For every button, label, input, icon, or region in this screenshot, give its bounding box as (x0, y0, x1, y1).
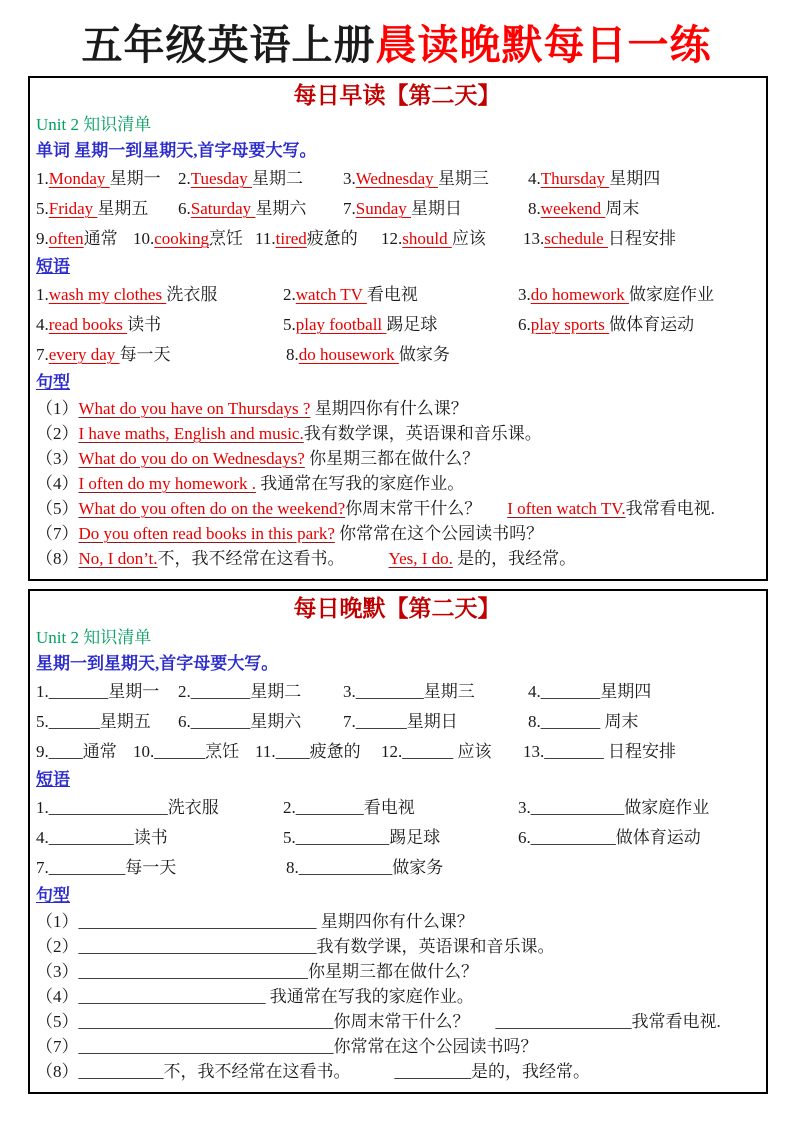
sentence-row (36, 496, 758, 521)
word-chinese: 星期一 (108, 682, 160, 701)
word-number: 8. (528, 712, 541, 731)
word-item (36, 164, 178, 194)
sentence-english: Do you often read books in this park? (78, 524, 335, 543)
sentence-blank: ____________________________ (78, 937, 317, 956)
sentence-english: I often do my homework . (78, 474, 257, 493)
word-item (133, 224, 255, 254)
word-chinese: 日程安排 (603, 742, 676, 761)
word-item (528, 164, 758, 194)
phrase-blank: ______________ (48, 798, 168, 817)
word-chinese: 应该 (453, 742, 492, 761)
sentence-number: （8） (36, 1062, 79, 1081)
sentence-number: （7） (36, 524, 79, 543)
phrase-english: every day (48, 345, 120, 364)
phrase-chinese: 洗衣服 (166, 285, 218, 304)
word-chinese: 星期三 (423, 682, 475, 701)
sentence-chinese: 你常常在这个公园读书吗？ (333, 1037, 538, 1056)
phrase-chinese: 每一天 (125, 858, 177, 877)
phrase-number: 8. (286, 345, 299, 364)
word-number: 12. (381, 742, 403, 761)
word-blank: ______ (48, 712, 100, 731)
word-number: 5. (36, 199, 49, 218)
word-row (36, 194, 758, 224)
word-blank-row (36, 677, 758, 707)
word-number: 3. (343, 682, 356, 701)
sentence-number: （5） (36, 1012, 79, 1031)
word-chinese: 星期五 (97, 199, 149, 218)
word-english: Tuesday (190, 169, 252, 188)
word-english: Wednesday (355, 169, 438, 188)
word-blank-item (36, 707, 178, 737)
phrase-number: 3. (518, 798, 531, 817)
word-blank: _______ (48, 682, 109, 701)
phrase-blank: ___________ (530, 798, 625, 817)
phrase-blank-row (36, 793, 758, 823)
sentence-chinese: 我常看电视. (631, 1012, 721, 1031)
word-chinese: 星期二 (252, 169, 303, 188)
phrase-row (36, 280, 758, 310)
word-blank: ______ (402, 742, 454, 761)
word-chinese: 通常 (83, 229, 118, 248)
phrase-item (518, 310, 758, 340)
word-blank: _______ (540, 712, 601, 731)
sentence-blank: ________________ (495, 1012, 632, 1031)
sentence-row (36, 546, 758, 571)
sentence-chinese: 你周末常干什么？ (345, 499, 482, 518)
sentence-chinese: 你星期三都在做什么？ (308, 962, 478, 981)
sentence-chinese: 你周末常干什么？ (333, 1012, 470, 1031)
word-english: often (48, 229, 84, 248)
word-blank-item (36, 737, 133, 767)
sentence-row (36, 521, 758, 546)
word-number: 8. (528, 199, 541, 218)
word-blank: _______ (190, 712, 251, 731)
phrase-number: 1. (36, 285, 49, 304)
word-chinese: 星期四 (600, 682, 652, 701)
sentence-english: What do you have on Thursdays ? (78, 399, 311, 418)
sentence-blank: _________ (394, 1062, 471, 1081)
sentence-number: （8） (36, 549, 79, 568)
word-chinese: 星期四 (609, 169, 661, 188)
sentence-english: What do you often do on the weekend? (78, 499, 346, 518)
sentence-chinese: 你星期三都在做什么？ (304, 449, 480, 468)
word-number: 12. (381, 229, 403, 248)
sentence-blank: ______________________ (78, 987, 266, 1006)
word-row (36, 164, 758, 194)
phrase-row (36, 310, 758, 340)
word-blank: _______ (540, 682, 601, 701)
word-chinese: 星期一 (109, 169, 161, 188)
sentence-number: （1） (36, 912, 79, 931)
sentence-chinese: 我常看电视. (625, 499, 715, 518)
phrase-blank-item (286, 853, 758, 883)
phrase-chinese: 读书 (133, 828, 168, 847)
morning-phrases-label: 短语 (36, 257, 70, 276)
sentence-english: I often watch TV. (507, 499, 626, 518)
page-title (0, 20, 793, 70)
word-item (343, 194, 528, 224)
phrase-number: 1. (36, 798, 49, 817)
word-chinese: 星期日 (406, 712, 458, 731)
word-english: schedule (544, 229, 608, 248)
phrase-blank: _________ (48, 858, 126, 877)
phrase-english: watch TV (295, 285, 367, 304)
sentence-chinese: 是的，我经常。 (471, 1062, 590, 1081)
word-chinese: 周末 (600, 712, 639, 731)
sentence-chinese: 我通常在写我的家庭作业。 (256, 474, 465, 493)
word-blank-item (255, 737, 381, 767)
word-number: 6. (178, 712, 191, 731)
phrase-blank: __________ (48, 828, 134, 847)
sentence-number: （4） (36, 474, 79, 493)
sentence-chinese: 你常常在这个公园读书吗？ (334, 524, 544, 543)
phrase-blank-item (518, 793, 758, 823)
phrase-blank-item (36, 793, 283, 823)
word-english: weekend (540, 199, 606, 218)
phrase-item (36, 340, 286, 370)
word-blank-row (36, 707, 758, 737)
word-number: 7. (343, 712, 356, 731)
sentence-blank-row (36, 909, 758, 934)
word-blank-item (528, 707, 758, 737)
word-blank-item (528, 677, 758, 707)
word-item (178, 164, 343, 194)
phrase-chinese: 做家务 (392, 858, 444, 877)
sentence-blank: ______________________________ (78, 1037, 334, 1056)
word-number: 2. (178, 682, 191, 701)
word-chinese: 疲惫的 (309, 742, 361, 761)
sentence-english: Yes, I do. (388, 549, 453, 568)
sentence-row (36, 396, 758, 421)
word-blank: ________ (355, 682, 424, 701)
word-number: 3. (343, 169, 356, 188)
phrase-item (286, 340, 758, 370)
word-blank: ______ (355, 712, 407, 731)
phrase-row (36, 340, 758, 370)
phrase-number: 6. (518, 828, 531, 847)
word-chinese: 星期二 (250, 682, 302, 701)
sentence-blank: ______________________________ (78, 1012, 334, 1031)
word-number: 4. (528, 682, 541, 701)
phrase-blank: ___________ (298, 858, 393, 877)
word-chinese: 烹饪 (205, 742, 240, 761)
phrase-number: 4. (36, 828, 49, 847)
word-chinese: 星期五 (99, 712, 151, 731)
sentence-row (36, 471, 758, 496)
word-chinese: 周末 (605, 199, 640, 218)
sentence-number: （3） (36, 449, 79, 468)
sentence-number: （2） (36, 937, 79, 956)
word-number: 13. (523, 742, 545, 761)
phrase-chinese: 做家庭作业 (624, 798, 710, 817)
phrase-english: do housework (298, 345, 399, 364)
phrase-chinese: 踢足球 (389, 828, 441, 847)
word-number: 5. (36, 712, 49, 731)
phrase-chinese: 做家务 (398, 345, 450, 364)
word-blank-item (178, 707, 343, 737)
phrase-english: read books (48, 315, 128, 334)
phrase-chinese: 做体育运动 (609, 315, 695, 334)
word-blank-item (381, 737, 523, 767)
word-item (178, 194, 343, 224)
phrase-number: 3. (518, 285, 531, 304)
phrase-number: 2. (283, 285, 296, 304)
word-blank: _______ (544, 742, 604, 761)
phrase-number: 6. (518, 315, 531, 334)
sentence-chinese: 星期四你有什么课？ (316, 912, 474, 931)
phrase-item (283, 280, 518, 310)
phrase-chinese: 踢足球 (386, 315, 438, 334)
morning-section-heading: 每日早读【第二天】 (293, 83, 501, 108)
word-blank-item (523, 737, 758, 767)
word-blank-item (343, 677, 528, 707)
word-chinese: 星期日 (411, 199, 462, 218)
sentence-chinese: 我有数学课，英语课和音乐课。 (303, 424, 542, 443)
word-blank: ____ (275, 742, 310, 761)
word-blank-item (133, 737, 255, 767)
word-number: 9. (36, 229, 49, 248)
page-title-red: 晨读晚默每日一练 (375, 22, 712, 68)
sentence-chinese: 星期四你有什么课？ (310, 399, 468, 418)
word-item (36, 224, 133, 254)
word-number: 1. (36, 682, 49, 701)
evening-words-intro: 星期一到星期天,首字母要大写。 (36, 654, 279, 673)
word-item (343, 164, 528, 194)
word-blank: ____ (48, 742, 83, 761)
sentence-english: What do you do on Wednesdays? (78, 449, 305, 468)
sentence-chinese: 我通常在写我的家庭作业。 (265, 987, 474, 1006)
phrase-number: 5. (283, 828, 296, 847)
phrase-english: wash my clothes (48, 285, 167, 304)
sentence-blank-row (36, 1034, 758, 1059)
phrase-chinese: 看电视 (363, 798, 415, 817)
sentence-blank-row (36, 1059, 758, 1084)
word-item (528, 194, 758, 224)
sentence-chinese: 不，我不经常在这看书。 (157, 549, 345, 568)
word-number: 10. (133, 742, 155, 761)
word-item (523, 224, 758, 254)
sentence-number: （7） (36, 1037, 79, 1056)
word-chinese: 应该 (451, 229, 486, 248)
word-item (381, 224, 523, 254)
phrase-blank-row (36, 853, 758, 883)
evening-unit-heading: Unit 2 知识清单 (36, 628, 152, 647)
sentence-english: I have maths, English and music. (78, 424, 304, 443)
word-number: 4. (528, 169, 541, 188)
word-chinese: 烹饪 (209, 229, 244, 248)
word-number: 6. (178, 199, 191, 218)
phrase-blank-item (518, 823, 758, 853)
sentence-chinese: 不，我不经常在这看书。 (163, 1062, 351, 1081)
word-number: 11. (255, 229, 276, 248)
word-english: Friday (48, 199, 98, 218)
word-number: 9. (36, 742, 49, 761)
phrase-english: do homework (530, 285, 629, 304)
word-english: tired (275, 229, 307, 248)
sentence-number: （3） (36, 962, 79, 981)
word-chinese: 日程安排 (607, 229, 676, 248)
word-english: Saturday (190, 199, 256, 218)
word-english: Monday (48, 169, 110, 188)
morning-unit-heading: Unit 2 知识清单 (36, 115, 152, 134)
phrase-blank-row (36, 823, 758, 853)
sentence-blank-row (36, 984, 758, 1009)
word-english: cooking (154, 229, 210, 248)
evening-dictation-section (28, 589, 768, 1094)
phrase-chinese: 每一天 (119, 345, 171, 364)
word-blank: ______ (154, 742, 206, 761)
morning-sentences-label: 句型 (36, 373, 70, 392)
evening-section-heading: 每日晚默【第二天】 (293, 596, 501, 621)
sentence-chinese: 是的，我经常。 (452, 549, 577, 568)
phrase-chinese: 做家庭作业 (628, 285, 714, 304)
sentence-blank-row (36, 1009, 758, 1034)
sentence-number: （5） (36, 499, 79, 518)
word-blank: _______ (190, 682, 251, 701)
sentence-row (36, 446, 758, 471)
sentence-english: No, I don’t. (78, 549, 158, 568)
phrase-blank-item (283, 823, 518, 853)
sentence-row (36, 421, 758, 446)
word-item (255, 224, 381, 254)
word-chinese: 通常 (82, 742, 117, 761)
phrase-blank: ___________ (295, 828, 390, 847)
sentence-number: （2） (36, 424, 79, 443)
phrase-blank-item (36, 823, 283, 853)
word-number: 2. (178, 169, 191, 188)
worksheet-page (0, 20, 793, 1142)
evening-phrases-label: 短语 (36, 770, 70, 789)
word-chinese: 星期六 (255, 199, 307, 218)
word-blank-item (178, 677, 343, 707)
phrase-number: 2. (283, 798, 296, 817)
word-chinese: 星期六 (250, 712, 302, 731)
sentence-blank-row (36, 959, 758, 984)
phrase-chinese: 洗衣服 (167, 798, 219, 817)
phrase-number: 7. (36, 345, 49, 364)
page-title-black: 五年级英语上册 (81, 22, 376, 68)
phrase-english: play sports (530, 315, 610, 334)
word-blank-item (36, 677, 178, 707)
word-english: Sunday (355, 199, 411, 218)
phrase-item (283, 310, 518, 340)
phrase-english: play football (295, 315, 387, 334)
phrase-chinese: 看电视 (366, 285, 418, 304)
word-row (36, 224, 758, 254)
phrase-chinese: 读书 (127, 315, 162, 334)
word-chinese: 星期三 (437, 169, 489, 188)
phrase-number: 8. (286, 858, 299, 877)
word-number: 1. (36, 169, 49, 188)
word-english: Thursday (540, 169, 610, 188)
word-number: 11. (255, 742, 276, 761)
morning-words-intro: 单词 星期一到星期天,首字母要大写。 (36, 141, 317, 160)
sentence-chinese: 我有数学课，英语课和音乐课。 (316, 937, 555, 956)
phrase-number: 4. (36, 315, 49, 334)
sentence-blank-row (36, 934, 758, 959)
phrase-chinese: 做体育运动 (615, 828, 701, 847)
sentence-blank: __________ (78, 1062, 164, 1081)
sentence-number: （1） (36, 399, 79, 418)
phrase-item (518, 280, 758, 310)
sentence-blank: ___________________________ (78, 962, 308, 981)
sentence-blank: ____________________________ (78, 912, 317, 931)
phrase-blank-item (283, 793, 518, 823)
word-english: should (402, 229, 452, 248)
phrase-blank-item (36, 853, 286, 883)
phrase-blank: __________ (530, 828, 616, 847)
sentence-number: （4） (36, 987, 79, 1006)
word-number: 10. (133, 229, 155, 248)
word-item (36, 194, 178, 224)
phrase-blank: ________ (295, 798, 364, 817)
evening-sentences-label: 句型 (36, 886, 70, 905)
phrase-item (36, 310, 283, 340)
word-chinese: 疲惫的 (306, 229, 358, 248)
word-number: 13. (523, 229, 545, 248)
morning-reading-section (28, 76, 768, 581)
word-blank-row (36, 737, 758, 767)
phrase-number: 5. (283, 315, 296, 334)
phrase-item (36, 280, 283, 310)
phrase-number: 7. (36, 858, 49, 877)
word-number: 7. (343, 199, 356, 218)
word-blank-item (343, 707, 528, 737)
